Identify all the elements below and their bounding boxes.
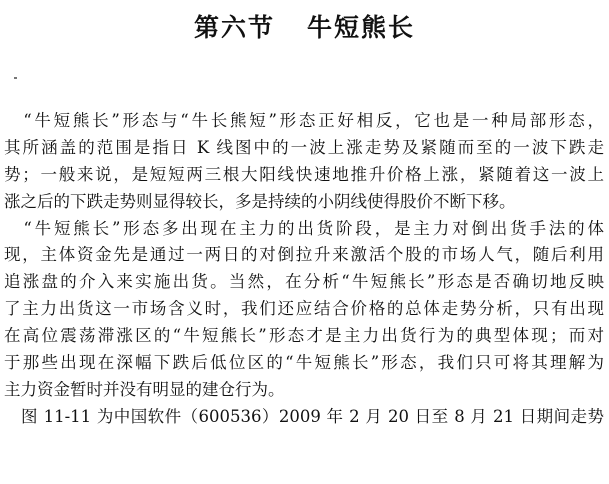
text-line: “牛短熊长”形态与“牛长熊短”形态正好相反，它也是一种局部形态， bbox=[4, 111, 604, 130]
paragraph-1 bbox=[4, 108, 604, 216]
text-line: 现，主体资金先是通过一两日的对倒拉升来激活个股的市场人气，随后利用 bbox=[4, 245, 604, 265]
text-line: 于那些出现在深幅下跌后低位区的“牛短熊长”形态，我们只可将其理解为 bbox=[4, 353, 604, 373]
text-line: 追涨盘的介入来实施出货。当然，在分析“牛短熊长”形态是否确切地反映 bbox=[4, 272, 604, 292]
text-line: 主力资金暂时并没有明显的建仓行为。 bbox=[4, 379, 285, 399]
text-line: 图 11-11 为中国软件（600536）2009 年 2 月 20 日至 8 月 21 日期间走势 bbox=[4, 406, 604, 426]
text-line: 涨之后的下跌走势则显得较长，多是持续的小阴线使得股价不断下移。 bbox=[4, 191, 516, 211]
section-title: 第六节 牛短熊长 bbox=[193, 13, 416, 42]
paragraph-3 bbox=[4, 404, 604, 431]
text-line: 其所涵盖的范围是指日 K 线图中的一波上涨走势及紧随而至的一波下跌走 bbox=[4, 137, 604, 157]
paragraph-2 bbox=[4, 216, 604, 404]
text-line: 在高位震荡滞涨区的“牛短熊长”形态才是主力出货行为的典型体现；而对 bbox=[4, 326, 604, 346]
text-line: 了主力出货这一市场含义时，我们还应结合价格的总体走势分析，只有出现 bbox=[4, 299, 604, 319]
text-line: 势；一般来说，是短短两三根大阳线快速地推升价格上涨，紧随着这一波上 bbox=[4, 164, 604, 184]
body-text bbox=[4, 108, 604, 431]
scan-speck bbox=[14, 77, 17, 79]
text-line: “牛短熊长”形态多出现在主力的出货阶段，是主力对倒出货手法的体 bbox=[4, 218, 604, 238]
